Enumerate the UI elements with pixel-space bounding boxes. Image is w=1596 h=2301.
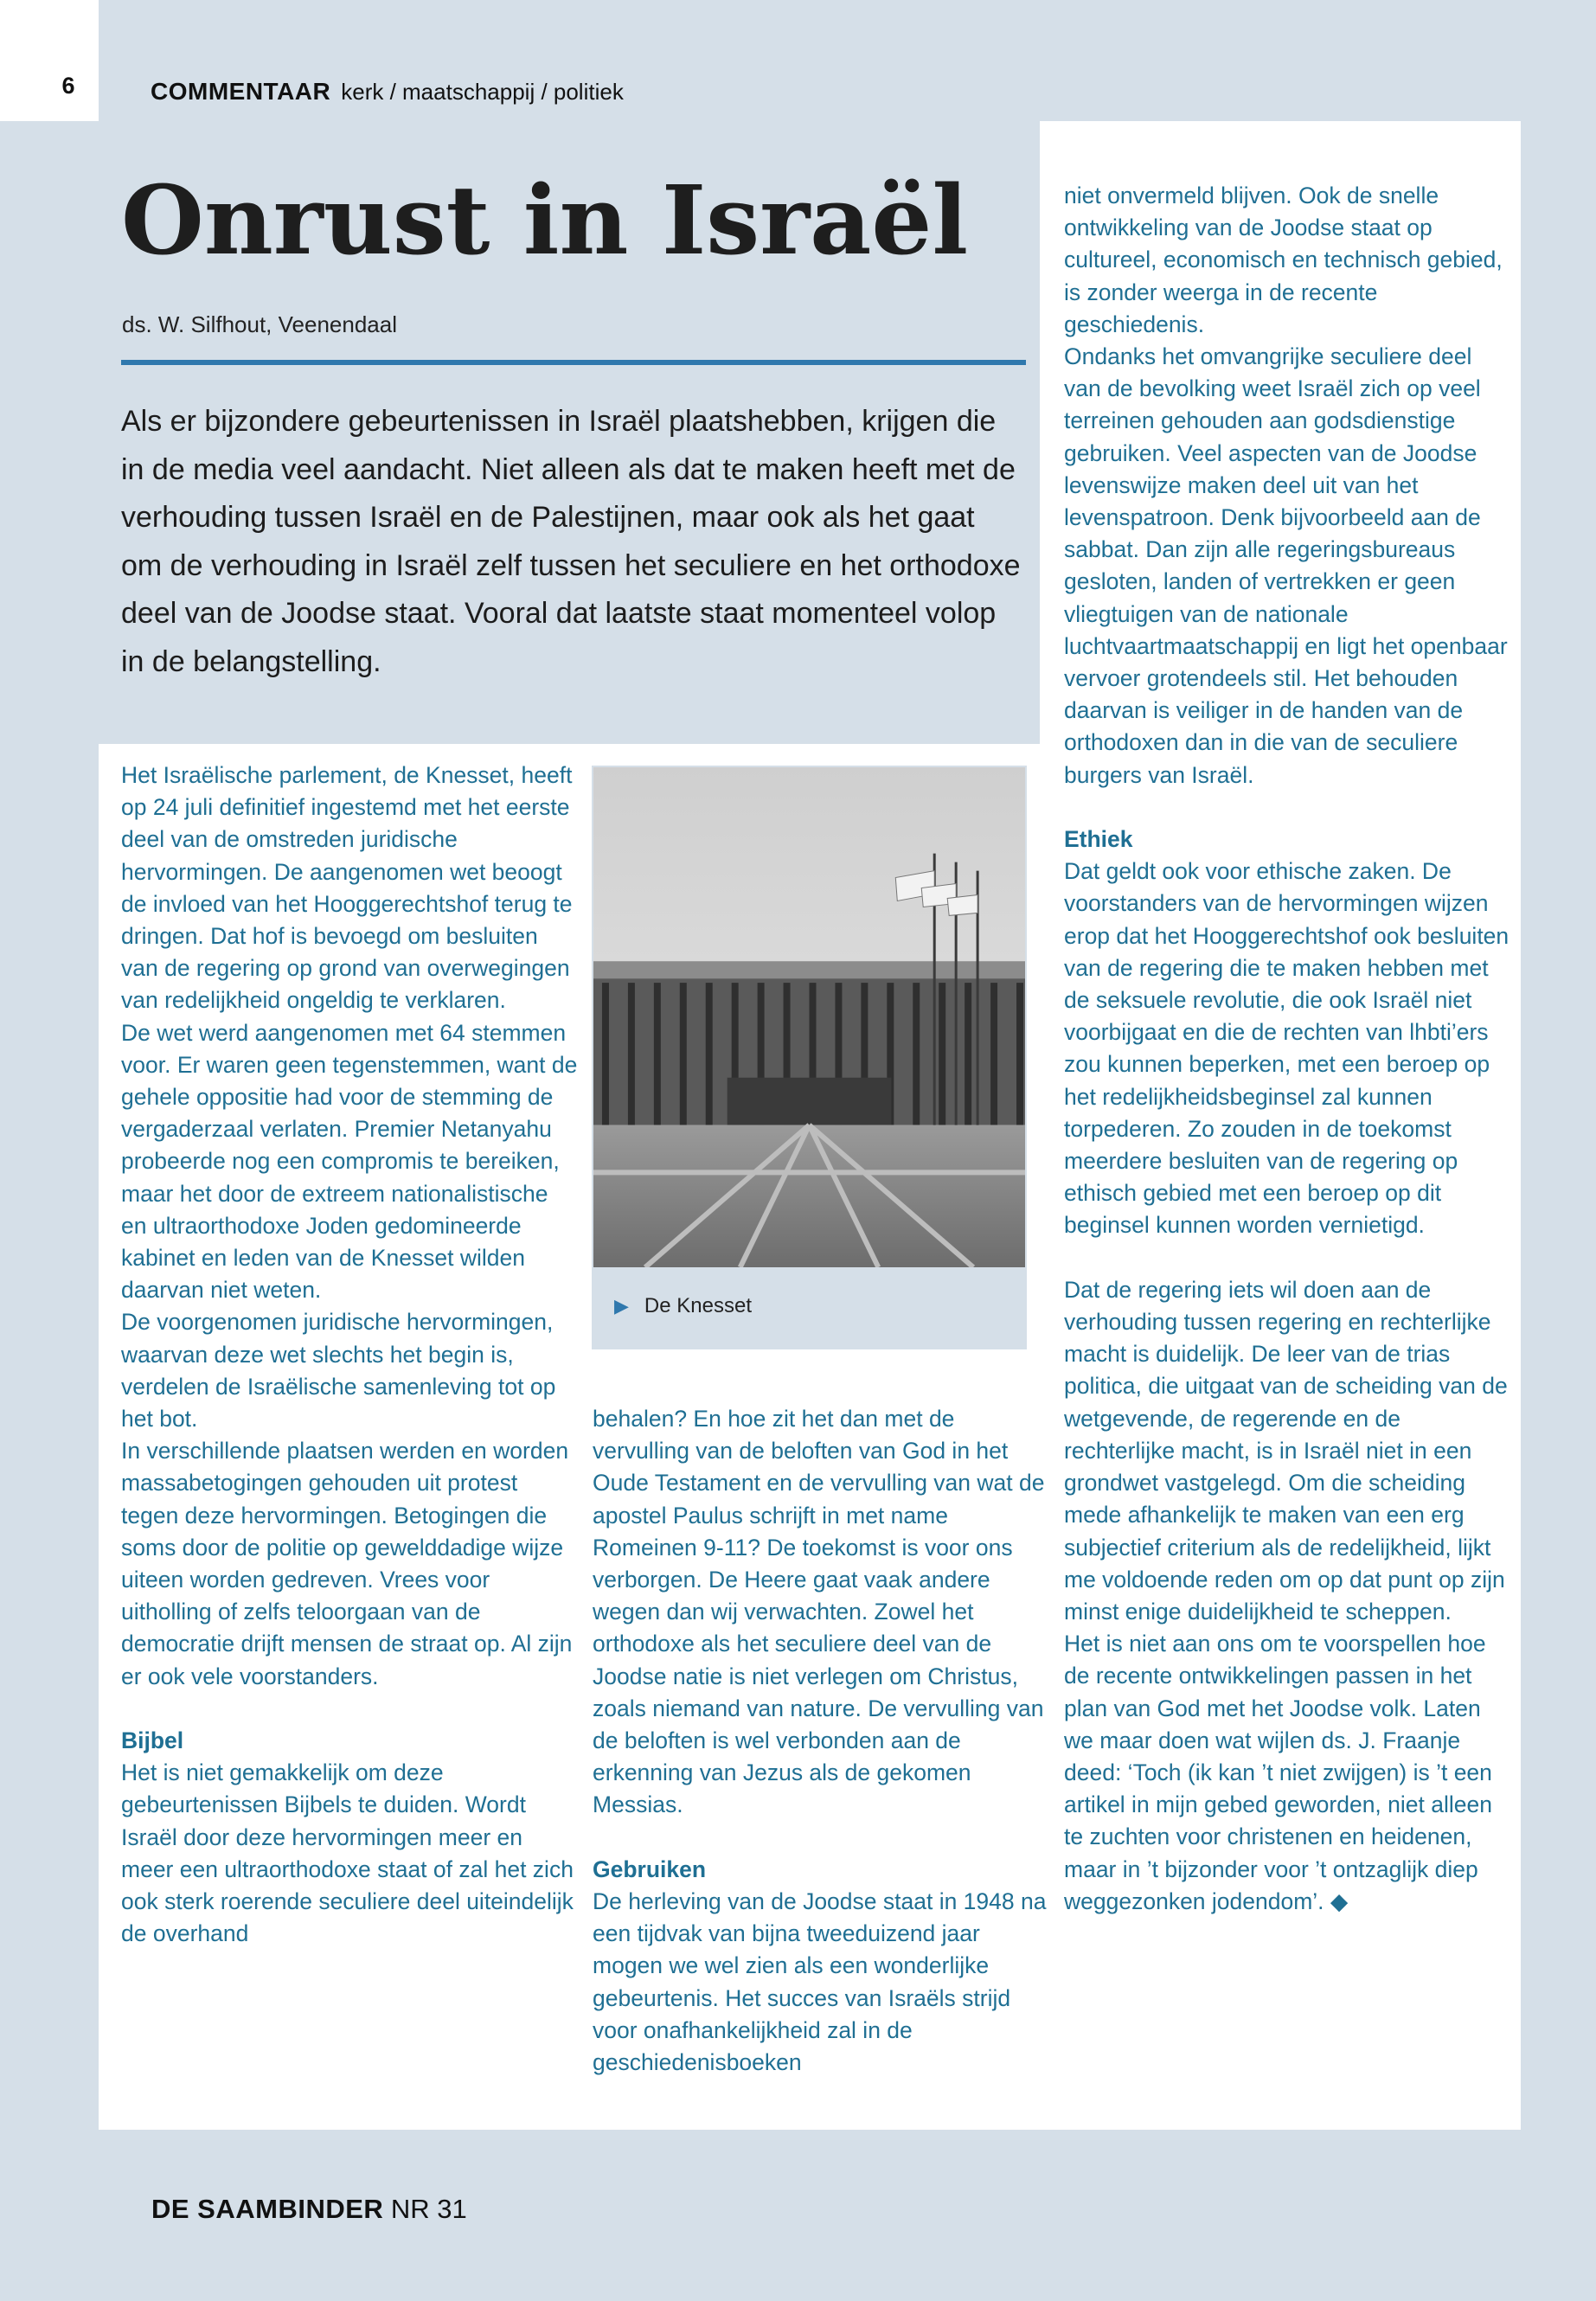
paragraph-gap bbox=[1064, 1242, 1514, 1274]
section-label: COMMENTAAR bbox=[151, 78, 331, 105]
knesset-photo bbox=[593, 767, 1025, 1267]
caption-text: De Knesset bbox=[644, 1294, 752, 1317]
paragraph: Het Israëlische parlement, de Knesset, heeft op 24 juli definitief ingestemd met het eerste deel van de omstreden juridische hervormingen. De aangenomen wet beoogt de invloed van het Hooggerechtshof terug te dringen. Dat hof is bevoegd om besluiten van de regering op grond van overwegingen van redelijkheid ongeldig te verklaren. bbox=[121, 762, 573, 1014]
article-column-left bbox=[121, 760, 580, 1951]
paragraph: Het is niet aan ons om te voorspellen hoe de recente ontwikkelingen passen in het plan van God met het Joodse volk. Laten we maar doen wat wijlen ds. J. Fraanje deed: ‘Toch (ik kan ’t niet zwijgen) is ’t een artikel in mijn gebed geworden, niet alleen te zuchten voor christenen en heidenen, maar in ’t bijzonder voor ’t ontzaglijk diep weggezonken jodendom’. ◆ bbox=[1064, 1631, 1492, 1914]
photo-caption bbox=[614, 1294, 752, 1318]
caption-arrow-icon: ▶ bbox=[614, 1295, 629, 1317]
section-sublabel: kerk / maatschappij / politiek bbox=[341, 79, 624, 105]
paragraph: Dat geldt ook voor ethische zaken. De voorstanders van de hervormingen wijzen erop dat het Hooggerechtshof ook besluiten van de regering die te maken hebben met de seksuele revolutie, die ook Israël niet voorbijgaat en die de rechten van lhbti’ers zou kunnen beperken, met een beroep op het redelijkheidsbeginsel zal kunnen torpederen. Zo zouden in de toekomst meerdere besluiten van de regering op ethisch gebied met een beroep op dit beginsel kunnen worden vernietigd. bbox=[1064, 858, 1509, 1239]
title-divider bbox=[121, 360, 1026, 365]
page-number: 6 bbox=[61, 73, 75, 99]
subheading-gebruiken: Gebruiken bbox=[593, 1856, 707, 1882]
article-title: Onrust in Israël bbox=[121, 164, 969, 276]
page-footer bbox=[151, 2194, 467, 2225]
subheading-bijbel: Bijbel bbox=[121, 1727, 184, 1754]
article-column-right bbox=[1064, 180, 1514, 1918]
article-author: ds. W. Silfhout, Veenendaal bbox=[122, 311, 397, 337]
magazine-name: DE SAAMBINDER bbox=[151, 2194, 384, 2224]
paragraph: De wet werd aangenomen met 64 stemmen voor. Er waren geen tegenstemmen, want de gehele oppositie had voor de stemming de vergaderzaal verlaten. Premier Netanyahu probeerde nog een compromis te bereiken, maar het door de extreem nationalistische en ultraorthodoxe Joden gedomineerde kabinet en leden van de Knesset wilden daarvan niet weten. bbox=[121, 1019, 578, 1304]
paragraph: De voorgenomen juridische hervormingen, waarvan deze wet slechts het begin is, verdelen de Israëlische samenleving tot op het bot. bbox=[121, 1309, 556, 1433]
issue-number: NR 31 bbox=[390, 2194, 467, 2224]
paragraph: niet onvermeld blijven. Ook de snelle ontwikkeling van de Joodse staat op cultureel, economisch en technisch gebied, is zonder weerga in de recente geschiedenis. bbox=[1064, 183, 1503, 337]
section-header bbox=[151, 78, 624, 106]
paragraph: In verschillende plaatsen werden en worden massabetogingen gehouden uit protest tegen deze hervormingen. Betogingen die soms door de politie op gewelddadige wijze uiteen worden gedreven. Vrees voor uitholling of zelfs teloorgaan van de democratie drijft mensen de straat op. Al zijn er ook vele voorstanders. bbox=[121, 1438, 573, 1689]
page-number-box bbox=[0, 0, 99, 121]
paragraph-gap bbox=[121, 1693, 580, 1725]
article-column-middle bbox=[593, 1403, 1051, 2079]
paragraph-gap bbox=[1064, 792, 1514, 824]
paragraph: Dat de regering iets wil doen aan de verhouding tussen regering en rechterlijke macht is duidelijk. De leer van de trias politica, die uitgaat van de scheiding van de wetgevende, de regerende en de rechterlijke macht, is in Israël niet in een grondwet vastgelegd. Om die scheiding mede afhankelijk te maken van een erg subjectief criterium als de redelijkheid, lijkt me voldoende reden om op dat punt op zijn minst enige duidelijkheid te scheppen. bbox=[1064, 1276, 1508, 1625]
subheading-ethiek: Ethiek bbox=[1064, 826, 1133, 853]
article-lead: Als er bijzondere gebeurtenissen in Israël plaatshebben, krijgen die in de media veel aandacht. Niet alleen als dat te maken heeft met de verhouding tussen Israël en de Palestijnen, maar ook als het gaat om de verhouding in Israël zelf tussen het seculiere en het orthodoxe deel van de Joodse staat. Vooral dat laatste staat momenteel volop in de belangstelling. bbox=[121, 405, 1021, 678]
paragraph: behalen? En hoe zit het dan met de vervulling van de beloften van God in het Oude Testament en de vervulling van wat de apostel Paulus schrijft in met name Romeinen 9-11? De toekomst is voor ons verborgen. De Heere gaat vaak andere wegen dan wij verwachten. Zowel het orthodoxe als het seculiere deel van de Joodse natie is niet verlegen om Christus, zoals niemand van nature. De vervulling van de beloften is wel verbonden aan de erkenning van Jezus als de gekomen Messias. bbox=[593, 1406, 1045, 1818]
paragraph: Ondanks het omvangrijke seculiere deel van de bevolking weet Israël zich op veel terreinen gehouden aan godsdienstige gebruiken. Veel aspecten van de Joodse levenswijze maken deel uit van het levenspatroon. Denk bijvoorbeeld aan de sabbat. Dan zijn alle regeringsbureaus gesloten, landen of vertrekken er geen vliegtuigen van de nationale luchtvaartmaatschappij en ligt het openbaar vervoer grotendeels stil. Het behouden daarvan is veiliger in de handen van de orthodoxen dan in die van de seculiere burgers van Israël. bbox=[1064, 343, 1508, 788]
paragraph-gap bbox=[593, 1822, 1051, 1854]
paragraph: Het is niet gemakkelijk om deze gebeurtenissen Bijbels te duiden. Wordt Israël door deze hervormingen meer en meer een ultraorthodoxe staat of zal het zich ook sterk roerende seculiere deel uiteindelijk de overhand bbox=[121, 1759, 574, 1947]
paragraph: De herleving van de Joodse staat in 1948 na een tijdvak van bijna tweeduizend jaar mogen we wel zien als een wonderlijke gebeurtenis. Het succes van Israëls strijd voor onafhankelijkheid zal in de geschiedenisboeken bbox=[593, 1888, 1047, 2076]
